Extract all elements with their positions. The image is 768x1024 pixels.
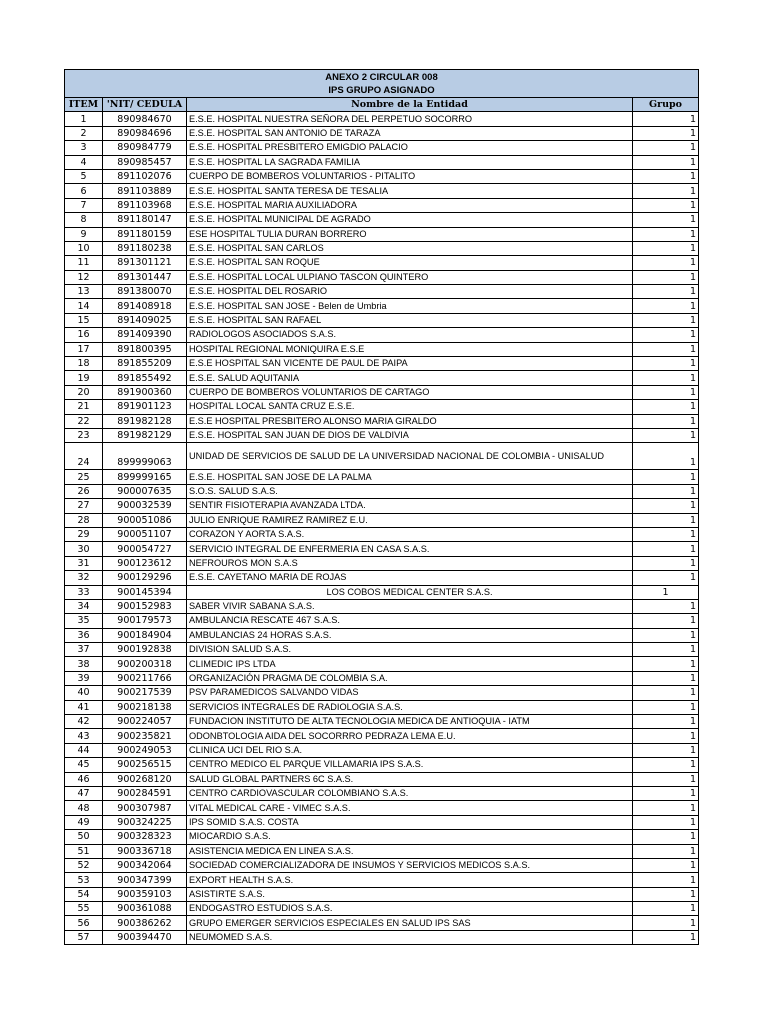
row-item: 44 [65, 743, 103, 757]
table-row [65, 887, 699, 901]
row-entity-name: CLINICA UCI DEL RIO S.A. [187, 743, 633, 757]
row-item: 57 [65, 930, 103, 944]
row-item: 12 [65, 270, 103, 284]
row-group: 1 [633, 270, 699, 284]
title-row-2 [65, 84, 699, 98]
row-group: 1 [633, 400, 699, 414]
table-row [65, 428, 699, 442]
table-row [65, 241, 699, 255]
row-nit: 900218138 [103, 700, 187, 714]
row-nit: 891855492 [103, 371, 187, 385]
row-nit: 900184904 [103, 628, 187, 642]
row-nit: 891408918 [103, 299, 187, 313]
row-entity-name: E.S.E. HOSPITAL SAN RAFAEL [187, 313, 633, 327]
row-item: 15 [65, 313, 103, 327]
row-group: 1 [633, 858, 699, 872]
row-entity-name: S.O.S. SALUD S.A.S. [187, 484, 633, 498]
row-entity-name: E.S.E. HOSPITAL SAN ROQUE [187, 256, 633, 270]
table-row [65, 743, 699, 757]
row-group: 1 [633, 198, 699, 212]
row-entity-name: E.S.E. HOSPITAL LOCAL ULPIANO TASCON QUINTERO [187, 270, 633, 284]
row-group: 1 [633, 873, 699, 887]
table-row [65, 729, 699, 743]
row-item: 2 [65, 126, 103, 140]
row-group: 1 [633, 155, 699, 169]
row-entity-name: FUNDACION INSTITUTO DE ALTA TECNOLOGIA MEDICA DE ANTIOQUIA - IATM [187, 715, 633, 729]
row-item: 5 [65, 169, 103, 183]
row-nit: 891103968 [103, 198, 187, 212]
row-entity-name: CENTRO CARDIOVASCULAR COLOMBIANO S.A.S. [187, 786, 633, 800]
table-row [65, 213, 699, 227]
document-subtitle: IPS GRUPO ASIGNADO [65, 84, 699, 98]
row-entity-name: RADIOLOGOS ASOCIADOS S.A.S. [187, 328, 633, 342]
row-group: 1 [633, 313, 699, 327]
table-row [65, 916, 699, 930]
row-item: 22 [65, 414, 103, 428]
row-item: 21 [65, 400, 103, 414]
row-nit: 900200318 [103, 657, 187, 671]
row-entity-name: E.S.E. HOSPITAL MUNICIPAL DE AGRADO [187, 213, 633, 227]
table-row [65, 270, 699, 284]
row-group: 1 [633, 470, 699, 484]
row-group: 1 [633, 357, 699, 371]
row-group: 1 [633, 414, 699, 428]
row-item: 34 [65, 599, 103, 613]
row-group: 1 [633, 542, 699, 556]
row-group: 1 [633, 428, 699, 442]
row-nit: 899999063 [103, 443, 187, 470]
row-nit: 900256515 [103, 758, 187, 772]
table-row [65, 141, 699, 155]
row-nit: 890984696 [103, 126, 187, 140]
row-item: 19 [65, 371, 103, 385]
row-item: 8 [65, 213, 103, 227]
row-entity-name: NEUMOMED S.A.S. [187, 930, 633, 944]
row-group: 1 [633, 830, 699, 844]
row-item: 17 [65, 342, 103, 356]
table-row [65, 256, 699, 270]
row-group: 1 [633, 715, 699, 729]
table-row [65, 357, 699, 371]
row-group: 1 [633, 686, 699, 700]
table-row [65, 700, 699, 714]
row-item: 55 [65, 902, 103, 916]
table-row [65, 527, 699, 541]
row-group: 1 [633, 801, 699, 815]
row-item: 56 [65, 916, 103, 930]
row-entity-name: AMBULANCIA RESCATE 467 S.A.S. [187, 614, 633, 628]
row-item: 10 [65, 241, 103, 255]
row-nit: 900324225 [103, 815, 187, 829]
row-entity-name: CUERPO DE BOMBEROS VOLUNTARIOS - PITALITO [187, 169, 633, 183]
table-row [65, 643, 699, 657]
header-row [65, 98, 699, 112]
row-entity-name: ASISTENCIA MEDICA EN LINEA S.A.S. [187, 844, 633, 858]
row-nit: 891855209 [103, 357, 187, 371]
row-entity-name: ENDOGASTRO ESTUDIOS S.A.S. [187, 902, 633, 916]
table-row [65, 198, 699, 212]
row-item: 31 [65, 556, 103, 570]
row-entity-name: NEFROUROS MON S.A.S [187, 556, 633, 570]
header-group: Grupo [633, 98, 699, 112]
row-group: 1 [633, 285, 699, 299]
row-entity-name: CUERPO DE BOMBEROS VOLUNTARIOS DE CARTAGO [187, 385, 633, 399]
table-row [65, 599, 699, 613]
row-entity-name: VITAL MEDICAL CARE - VIMEC S.A.S. [187, 801, 633, 815]
row-item: 7 [65, 198, 103, 212]
row-entity-name: JULIO ENRIQUE RAMIREZ RAMIREZ E.U. [187, 513, 633, 527]
row-item: 16 [65, 328, 103, 342]
row-group: 1 [633, 112, 699, 126]
row-group: 1 [633, 571, 699, 585]
table-row [65, 614, 699, 628]
row-nit: 900235821 [103, 729, 187, 743]
row-item: 45 [65, 758, 103, 772]
row-group: 1 [633, 585, 699, 599]
row-group: 1 [633, 930, 699, 944]
row-item: 51 [65, 844, 103, 858]
table-row [65, 484, 699, 498]
row-entity-name: ODONBTOLOGIA AIDA DEL SOCORRRO PEDRAZA LEMA E.U. [187, 729, 633, 743]
row-group: 1 [633, 527, 699, 541]
row-entity-name: UNIDAD DE SERVICIOS DE SALUD DE LA UNIVERSIDAD NACIONAL DE COLOMBIA - UNISALUD [187, 443, 633, 470]
row-nit: 900032539 [103, 499, 187, 513]
row-entity-name: E.S.E. HOSPITAL SAN ANTONIO DE TARAZA [187, 126, 633, 140]
table-row [65, 169, 699, 183]
row-group: 1 [633, 772, 699, 786]
row-group: 1 [633, 126, 699, 140]
table-row [65, 400, 699, 414]
header-item: ITEM [65, 98, 103, 112]
table-row [65, 571, 699, 585]
row-entity-name: E.S.E. HOSPITAL SAN JUAN DE DIOS DE VALDIVIA [187, 428, 633, 442]
row-nit: 891301447 [103, 270, 187, 284]
row-group: 1 [633, 513, 699, 527]
table-row [65, 328, 699, 342]
row-group: 1 [633, 299, 699, 313]
row-nit: 890984670 [103, 112, 187, 126]
table-row [65, 930, 699, 944]
row-item: 39 [65, 671, 103, 685]
row-group: 1 [633, 671, 699, 685]
row-entity-name: SABER VIVIR SABANA S.A.S. [187, 599, 633, 613]
table-row [65, 758, 699, 772]
table-row [65, 772, 699, 786]
row-nit: 891982128 [103, 414, 187, 428]
row-entity-name: ESE HOSPITAL TULIA DURAN BORRERO [187, 227, 633, 241]
row-group: 1 [633, 556, 699, 570]
row-nit: 891301121 [103, 256, 187, 270]
row-entity-name: E.S.E HOSPITAL PRESBITERO ALONSO MARIA GIRALDO [187, 414, 633, 428]
row-nit: 900249053 [103, 743, 187, 757]
row-group: 1 [633, 141, 699, 155]
row-entity-name: CENTRO MEDICO EL PARQUE VILLAMARIA IPS S.A.S. [187, 758, 633, 772]
row-item: 27 [65, 499, 103, 513]
row-nit: 891380070 [103, 285, 187, 299]
row-nit: 891409390 [103, 328, 187, 342]
row-group: 1 [633, 342, 699, 356]
row-entity-name: PSV PARAMEDICOS SALVANDO VIDAS [187, 686, 633, 700]
row-nit: 900394470 [103, 930, 187, 944]
row-item: 47 [65, 786, 103, 800]
row-item: 30 [65, 542, 103, 556]
row-nit: 900268120 [103, 772, 187, 786]
row-entity-name: E.S.E. HOSPITAL LA SAGRADA FAMILIA [187, 155, 633, 169]
row-nit: 899999165 [103, 470, 187, 484]
row-nit: 900217539 [103, 686, 187, 700]
table-row [65, 902, 699, 916]
row-item: 20 [65, 385, 103, 399]
row-entity-name: E.S.E. HOSPITAL SAN JOSE - Belen de Umbria [187, 299, 633, 313]
row-group: 1 [633, 700, 699, 714]
row-item: 43 [65, 729, 103, 743]
row-group: 1 [633, 213, 699, 227]
row-nit: 900359103 [103, 887, 187, 901]
table-row [65, 830, 699, 844]
row-item: 26 [65, 484, 103, 498]
row-item: 29 [65, 527, 103, 541]
row-item: 13 [65, 285, 103, 299]
row-entity-name: E.S.E. SALUD AQUITANIA [187, 371, 633, 385]
table-row [65, 513, 699, 527]
table-row [65, 499, 699, 513]
row-entity-name: ORGANIZACIÓN PRAGMA DE COLOMBIA S.A. [187, 671, 633, 685]
row-item: 1 [65, 112, 103, 126]
row-group: 1 [633, 614, 699, 628]
row-entity-name: E.S.E. HOSPITAL NUESTRA SEÑORA DEL PERPETUO SOCORRO [187, 112, 633, 126]
row-group: 1 [633, 241, 699, 255]
table-row [65, 585, 699, 599]
table-row [65, 686, 699, 700]
table-row [65, 112, 699, 126]
row-nit: 900007635 [103, 484, 187, 498]
row-nit: 891800395 [103, 342, 187, 356]
row-entity-name: SERVICIO INTEGRAL DE ENFERMERIA EN CASA S.A.S. [187, 542, 633, 556]
row-nit: 900347399 [103, 873, 187, 887]
row-entity-name: SERVICIOS INTEGRALES DE RADIOLOGIA S.A.S. [187, 700, 633, 714]
row-entity-name: E.S.E. HOSPITAL SANTA TERESA DE TESALIA [187, 184, 633, 198]
table-row [65, 801, 699, 815]
row-group: 1 [633, 371, 699, 385]
row-nit: 900129296 [103, 571, 187, 585]
row-nit: 900361088 [103, 902, 187, 916]
table-row [65, 299, 699, 313]
row-item: 6 [65, 184, 103, 198]
row-nit: 900054727 [103, 542, 187, 556]
row-nit: 891982129 [103, 428, 187, 442]
row-group: 1 [633, 758, 699, 772]
row-item: 52 [65, 858, 103, 872]
row-nit: 891409025 [103, 313, 187, 327]
table-row [65, 815, 699, 829]
row-entity-name: SALUD GLOBAL PARTNERS 6C S.A.S. [187, 772, 633, 786]
row-nit: 900145394 [103, 585, 187, 599]
row-entity-name: GRUPO EMERGER SERVICIOS ESPECIALES EN SALUD IPS SAS [187, 916, 633, 930]
row-group: 1 [633, 743, 699, 757]
row-item: 33 [65, 585, 103, 599]
row-item: 9 [65, 227, 103, 241]
row-group: 1 [633, 443, 699, 470]
row-entity-name: E.S.E. HOSPITAL MARIA AUXILIADORA [187, 198, 633, 212]
row-group: 1 [633, 599, 699, 613]
row-group: 1 [633, 328, 699, 342]
table-row [65, 657, 699, 671]
row-entity-name: IPS SOMID S.A.S. COSTA [187, 815, 633, 829]
header-name: Nombre de la Entidad [187, 98, 633, 112]
table-row [65, 470, 699, 484]
row-entity-name: ASISTIRTE S.A.S. [187, 887, 633, 901]
table-row [65, 342, 699, 356]
row-item: 23 [65, 428, 103, 442]
row-item: 50 [65, 830, 103, 844]
row-nit: 900336718 [103, 844, 187, 858]
row-group: 1 [633, 484, 699, 498]
row-entity-name: E.S.E HOSPITAL SAN VICENTE DE PAUL DE PAIPA [187, 357, 633, 371]
row-entity-name: HOSPITAL LOCAL SANTA CRUZ E.S.E. [187, 400, 633, 414]
row-item: 24 [65, 443, 103, 470]
table-row [65, 184, 699, 198]
row-item: 32 [65, 571, 103, 585]
row-nit: 891901123 [103, 400, 187, 414]
row-item: 3 [65, 141, 103, 155]
row-group: 1 [633, 256, 699, 270]
table-row [65, 126, 699, 140]
row-item: 4 [65, 155, 103, 169]
row-nit: 900284591 [103, 786, 187, 800]
row-item: 38 [65, 657, 103, 671]
row-nit: 900224057 [103, 715, 187, 729]
row-item: 25 [65, 470, 103, 484]
row-item: 37 [65, 643, 103, 657]
row-group: 1 [633, 227, 699, 241]
row-item: 42 [65, 715, 103, 729]
row-entity-name: E.S.E. CAYETANO MARIA DE ROJAS [187, 571, 633, 585]
table-row [65, 556, 699, 570]
document-title: ANEXO 2 CIRCULAR 008 [65, 70, 699, 85]
row-group: 1 [633, 628, 699, 642]
row-item: 46 [65, 772, 103, 786]
header-nit: 'NIT/ CEDULA [103, 98, 187, 112]
row-nit: 891180147 [103, 213, 187, 227]
row-item: 53 [65, 873, 103, 887]
table-row [65, 858, 699, 872]
row-group: 1 [633, 385, 699, 399]
row-group: 1 [633, 169, 699, 183]
row-entity-name: MIOCARDIO S.A.S. [187, 830, 633, 844]
row-group: 1 [633, 657, 699, 671]
row-entity-name: LOS COBOS MEDICAL CENTER S.A.S. [187, 585, 633, 599]
row-item: 48 [65, 801, 103, 815]
row-item: 18 [65, 357, 103, 371]
row-entity-name: EXPORT HEALTH S.A.S. [187, 873, 633, 887]
row-entity-name: CLIMEDIC IPS LTDA [187, 657, 633, 671]
row-entity-name: DIVISION SALUD S.A.S. [187, 643, 633, 657]
row-item: 41 [65, 700, 103, 714]
row-nit: 900123612 [103, 556, 187, 570]
table-row [65, 385, 699, 399]
row-entity-name: SENTIR FISIOTERAPIA AVANZADA LTDA. [187, 499, 633, 513]
row-nit: 891102076 [103, 169, 187, 183]
row-group: 1 [633, 499, 699, 513]
row-nit: 900152983 [103, 599, 187, 613]
row-nit: 891180159 [103, 227, 187, 241]
row-group: 1 [633, 786, 699, 800]
table-row [65, 844, 699, 858]
row-item: 36 [65, 628, 103, 642]
row-nit: 890985457 [103, 155, 187, 169]
row-nit: 900179573 [103, 614, 187, 628]
table-row [65, 414, 699, 428]
row-nit: 891900360 [103, 385, 187, 399]
row-item: 49 [65, 815, 103, 829]
row-group: 1 [633, 815, 699, 829]
row-nit: 900386262 [103, 916, 187, 930]
row-entity-name: E.S.E. HOSPITAL SAN JOSE DE LA PALMA [187, 470, 633, 484]
row-item: 14 [65, 299, 103, 313]
row-nit: 900192838 [103, 643, 187, 657]
row-entity-name: CORAZON Y AORTA S.A.S. [187, 527, 633, 541]
row-nit: 900051107 [103, 527, 187, 541]
row-nit: 900328323 [103, 830, 187, 844]
table-row [65, 628, 699, 642]
row-nit: 891180238 [103, 241, 187, 255]
table-row [65, 285, 699, 299]
table-row [65, 542, 699, 556]
row-item: 40 [65, 686, 103, 700]
row-group: 1 [633, 887, 699, 901]
row-entity-name: E.S.E. HOSPITAL SAN CARLOS [187, 241, 633, 255]
table-row [65, 371, 699, 385]
table-row [65, 155, 699, 169]
table-body [65, 112, 699, 945]
row-nit: 900051086 [103, 513, 187, 527]
row-nit: 900307987 [103, 801, 187, 815]
row-group: 1 [633, 916, 699, 930]
row-entity-name: AMBULANCIAS 24 HORAS S.A.S. [187, 628, 633, 642]
row-group: 1 [633, 184, 699, 198]
row-entity-name: E.S.E. HOSPITAL PRESBITERO EMIGDIO PALACIO [187, 141, 633, 155]
table-row [65, 227, 699, 241]
row-group: 1 [633, 902, 699, 916]
table-row [65, 786, 699, 800]
table-row [65, 715, 699, 729]
row-group: 1 [633, 729, 699, 743]
row-item: 11 [65, 256, 103, 270]
table-row [65, 443, 699, 470]
table-row [65, 671, 699, 685]
row-entity-name: SOCIEDAD COMERCIALIZADORA DE INSUMOS Y SERVICIOS MEDICOS S.A.S. [187, 858, 633, 872]
row-nit: 900211766 [103, 671, 187, 685]
row-item: 28 [65, 513, 103, 527]
row-group: 1 [633, 844, 699, 858]
table-row [65, 313, 699, 327]
row-entity-name: HOSPITAL REGIONAL MONIQUIRA E.S.E [187, 342, 633, 356]
row-nit: 900342064 [103, 858, 187, 872]
row-entity-name: E.S.E. HOSPITAL DEL ROSARIO [187, 285, 633, 299]
row-nit: 890984779 [103, 141, 187, 155]
row-group: 1 [633, 643, 699, 657]
row-item: 35 [65, 614, 103, 628]
ips-table [64, 69, 699, 945]
title-row-1 [65, 70, 699, 85]
row-nit: 891103889 [103, 184, 187, 198]
row-item: 54 [65, 887, 103, 901]
table-row [65, 873, 699, 887]
